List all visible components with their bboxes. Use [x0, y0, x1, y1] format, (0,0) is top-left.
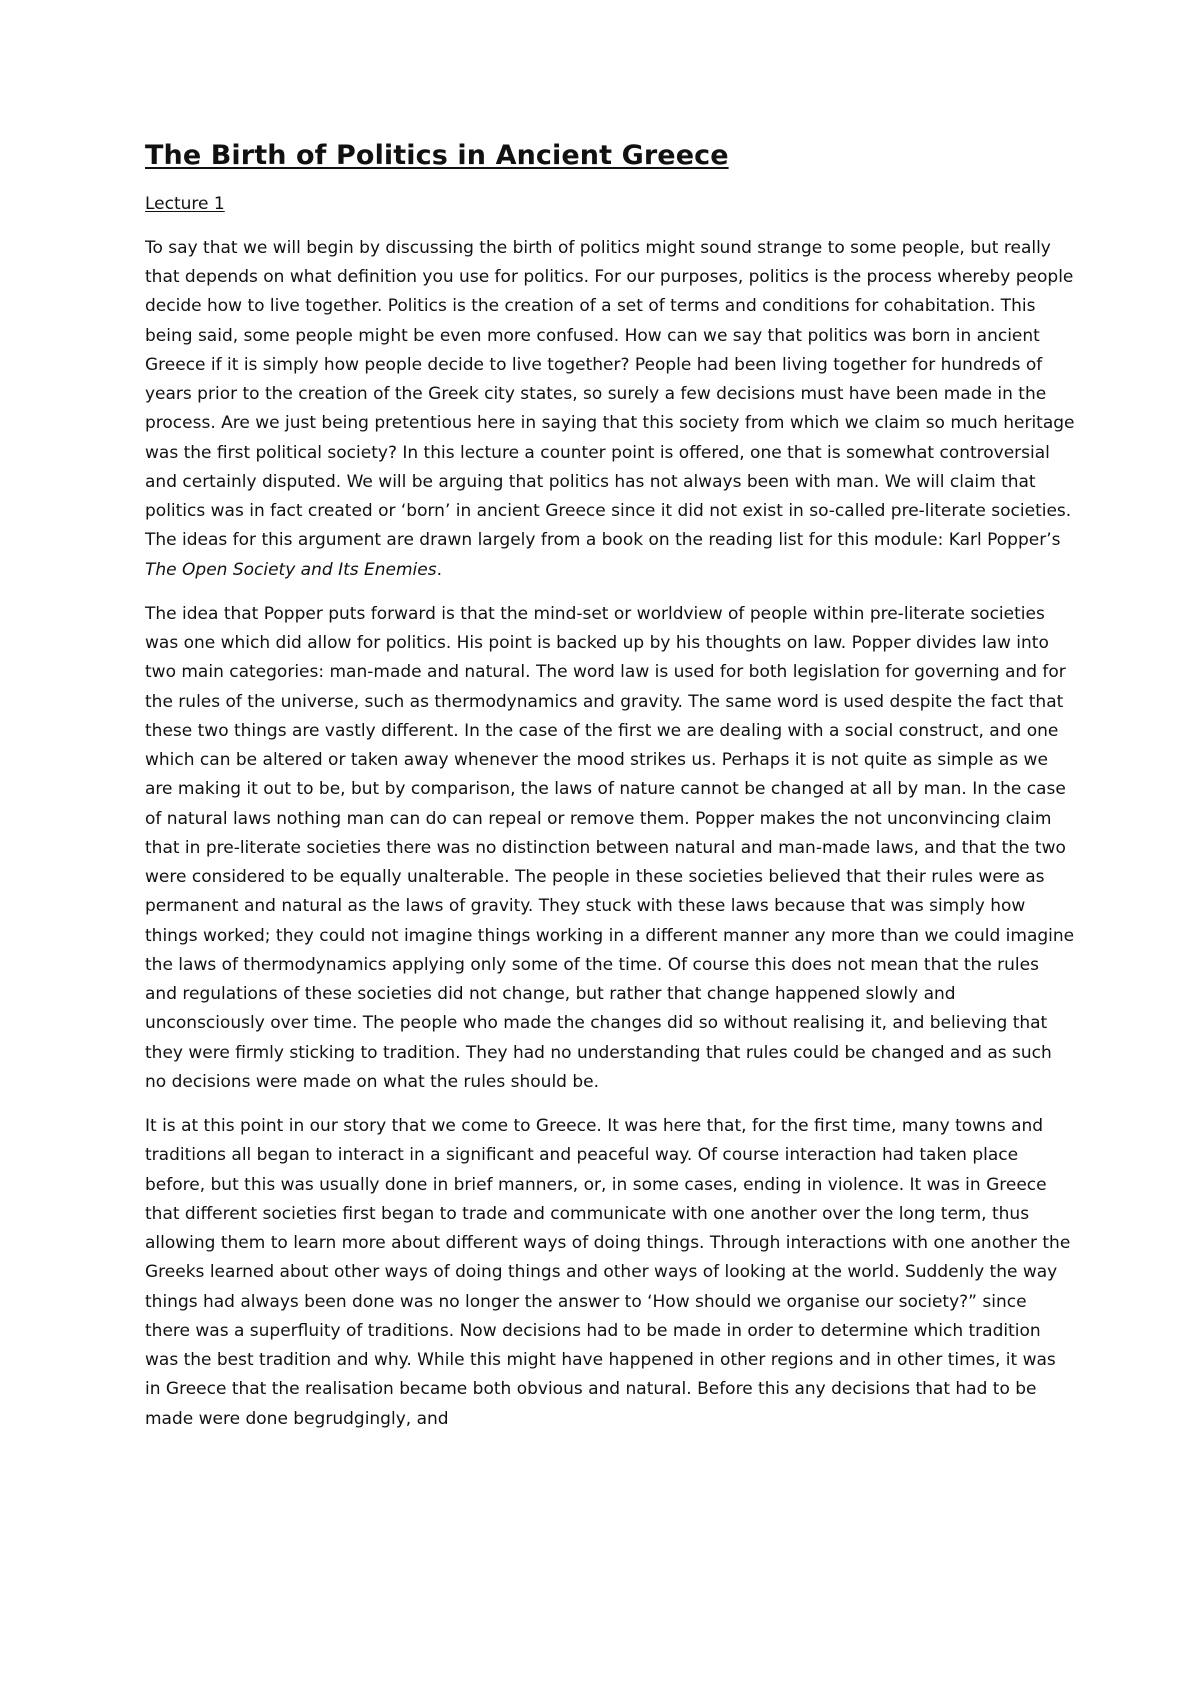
- paragraph-3: It is at this point in our story that we come to Greece. It was here that, for the first time, many towns and traditions all began to interact in a significant and peaceful way. Of course interaction had taken place before, but this was usually done in brief manners, or, in some cases, ending in violence. It was in Greece that different societies first began to trade and communicate with one another over the long term, thus allowing them to learn more about different ways of doing things. Through interactions with one another the Greeks learned about other ways of doing things and other ways of looking at the world. Suddenly the way things had always been done was no longer the answer to ‘How should we organise our society?” since there was a superfluity of traditions. Now decisions had to be made in order to determine which tradition was the best tradition and why. While this might have happened in other regions and in other times, it was in Greece that the realisation became both obvious and natural. Before this any decisions that had to be made were done begrudgingly, and: [145, 1116, 1071, 1429]
- paragraph-1: [145, 234, 1075, 585]
- lecture-heading: Lecture 1: [145, 194, 225, 215]
- paragraph-1-end: .: [436, 559, 442, 580]
- book-title: The Open Society and Its Enemies: [145, 559, 437, 580]
- paragraph-2: The idea that Popper puts forward is that the mind-set or worldview of people within pre-literate societies was one which did allow for politics. His point is backed up by his thoughts on law. Popper divides law into two main categories: man-made and natural. The word law is used for both legislation for governing and for the rules of the universe, such as thermodynamics and gravity. The same word is used despite the fact that these two things are vastly different. In the case of the first we are dealing with a social construct, and one which can be altered or taken away whenever the mood strikes us. Perhaps it is not quite as simple as we are making it out to be, but by comparison, the laws of nature cannot be changed at all by man. In the case of natural laws nothing man can do can repeal or remove them. Popper makes the not unconvincing claim that in pre-literate societies there was no distinction between natural and man-made laws, and that the two were considered to be equally unalterable. The people in these societies believed that their rules were as permanent and natural as the laws of gravity. They stuck with these laws because that was simply how things worked; they could not imagine things working in a different manner any more than we could imagine the laws of thermodynamics applying only some of the time. Of course this does not mean that the rules and regulations of these societies did not change, but rather that change happened slowly and unconsciously over time. The people who made the changes did so without realising it, and believing that they were firmly sticking to tradition. They had no understanding that rules could be changed and as such no decisions were made on what the rules should be.: [145, 603, 1075, 1092]
- paragraph-1-text: To say that we will begin by discussing the birth of politics might sound strange to some people, but really that depends on what definition you use for politics. For our purposes, politics is the process whereby people decide how to live together. Politics is the creation of a set of terms and conditions for cohabitation. This being said, some people might be even more confused. How can we say that politics was born in ancient Greece if it is simply how people decide to live together? People had been living together for hundreds of years prior to the creation of the Greek city states, so surely a few decisions must have been made in the process. Are we just being pretentious here in saying that this society from which we claim so much heritage was the first political society? In this lecture a counter point is offered, one that is somewhat controversial and certainly disputed. We will be arguing that politics has not always been with man. We will claim that politics was in fact created or ‘born’ in ancient Greece since it did not exist in so-called pre-literate societies. The ideas for this argument are drawn largely from a book on the reading list for this module: Karl Popper’s: [145, 237, 1075, 551]
- document-title: The Birth of Politics in Ancient Greece: [145, 140, 729, 171]
- document-page: [145, 138, 1075, 1449]
